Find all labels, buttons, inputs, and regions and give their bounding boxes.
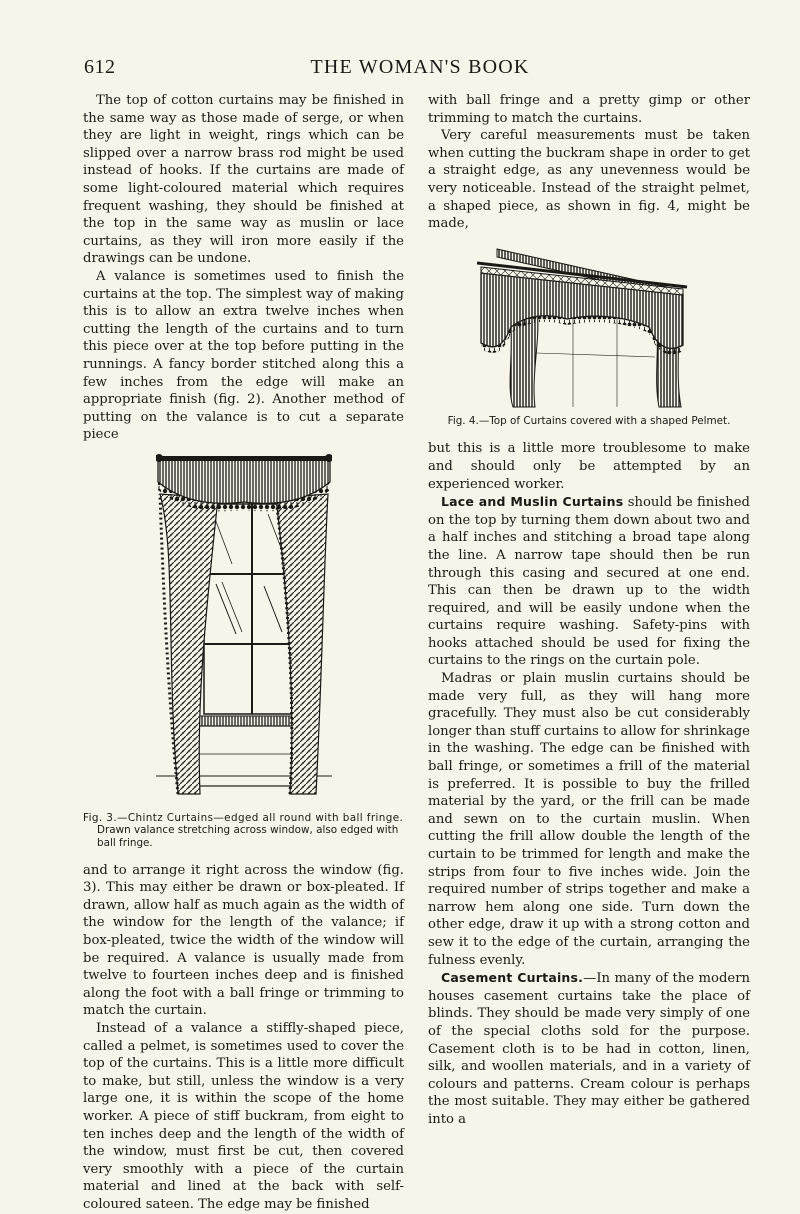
- paragraph-window-valance: and to arrange it right across the window (fig. 3). This may either be drawn or box-pleated. If drawn, allow half as much again as the width of the window for the length of the valance; if box-pleated, twice the width of the window will be required. A valance is usually made from twelve to fourteen inches deep and is finished along the foot with a ball fringe or trimming to match the curtain.: [83, 862, 404, 1019]
- heading-casement: Casement Curtains.: [441, 970, 584, 986]
- left-column: [83, 92, 404, 1214]
- paragraph-valance: A valance is sometimes used to finish the curtains at the top. The simplest way of making this is to allow an extra twelve inches when cutting the length of the curtains and to turn this piece over at the top before putting in the runnings. A fancy border stitched along this a few inches from the edge will make an appropriate finish (fig. 2). Another method of putting on the valance is to cut a separate piece: [83, 268, 404, 443]
- figure-4-caption: Fig. 4.—Top of Curtains covered with a shaped Pelmet.: [447, 414, 731, 427]
- shaped-pelmet-illustration: [477, 243, 701, 409]
- heading-lace-muslin: Lace and Muslin Curtains: [441, 494, 624, 510]
- figure-3-caption-lead: Fig. 3.—Chintz Curtains—edged all round with ball fringe.: [83, 811, 404, 824]
- paragraph-lace-muslin-body: should be finished on the top by turning them down about two and a half inches and stitching a broad tape along the line. A narrow tape should then be run through this casing and secured at one end. This can then be drawn up to the width required, and will be easily undone when the curtains require washing. Safety-pins with hooks attached should be used for fixing the curtains to the rings on the curtain pole.: [428, 495, 750, 669]
- paragraph-casement: [428, 969, 750, 1128]
- paragraph-cotton-curtains: The top of cotton curtains may be finished in the same way as those made of serge, or when they are light in weight, rings which can be slipped over a narrow brass rod might be used instead of hooks. If the curtains are made of some light-coloured material which requires frequent washing, they should be finished at the top in the same way as muslin or lace curtains, as they will iron more easily if the drawings can be undone.: [83, 93, 404, 267]
- paragraph-lace-muslin: [428, 493, 750, 670]
- paragraph-casement-body: —In many of the modern houses casement curtains take the place of blinds. They should be made very simply of one of the special cloths sold for the purpose. Casement cloth is to be had in cotton, linen, silk, and woollen materials, and in a variety of colours and patterns. Cream colour is perhaps the most suitable. They may either be gathered into a: [428, 971, 750, 1127]
- figure-3-caption: [83, 812, 404, 850]
- page-number: 612: [84, 56, 116, 78]
- running-title: THE WOMAN'S BOOK: [310, 56, 530, 78]
- paragraph-madras: Madras or plain muslin curtains should be made very full, as they will hang more gracefully. They must also be cut considerably longer than stuff curtains to allow for shrinkage in the washing. The edge can be finished with ball fringe, or sometimes a frill of the material is preferred. It is possible to buy the frilled material by the yard, or the frill can be made and sewn on to the curtain muslin. When cutting the frill allow double the length of the curtain to be trimmed for length and make the strips from four to five inches wide. Join the required number of strips together and make a narrow hem along one side. Turn down the other edge, draw it up with a strong cotton and sew it to the edge of the curtain, arranging the fulness evenly.: [428, 671, 750, 968]
- figure-4: [428, 243, 750, 428]
- chintz-curtains-illustration: [156, 454, 332, 806]
- right-column: [428, 92, 750, 1129]
- paragraph-pelmet: Instead of a valance a stiffly-shaped piece, called a pelmet, is sometimes used to cover the top of the curtains. This is a little more difficult to make, but still, unless the window is a very large one, it is within the scope of the home worker. A piece of stiff buckram, from eight to ten inches deep and the length of the width of the window, must first be cut, then covered very smoothly with a piece of the curtain material and lined at the back with self-coloured sateen. The edge may be finished: [83, 1021, 404, 1212]
- paragraph-troublesome: but this is a little more troublesome to make and should only be attempted by an experienced worker.: [428, 441, 750, 492]
- paragraph-ball-fringe: with ball fringe and a pretty gimp or other trimming to match the curtains.: [428, 93, 750, 126]
- figure-3-caption-rest: Drawn valance stretching across window, also edged with ball fringe.: [97, 824, 399, 850]
- paragraph-measurements: Very careful measurements must be taken when cutting the buckram shape in order to get a straight edge, as any unevenness would be very noticeable. Instead of the straight pelmet, a shaped piece, as shown in fig. 4, might be made,: [428, 128, 750, 232]
- page-header: [80, 56, 760, 80]
- figure-3: [83, 454, 404, 850]
